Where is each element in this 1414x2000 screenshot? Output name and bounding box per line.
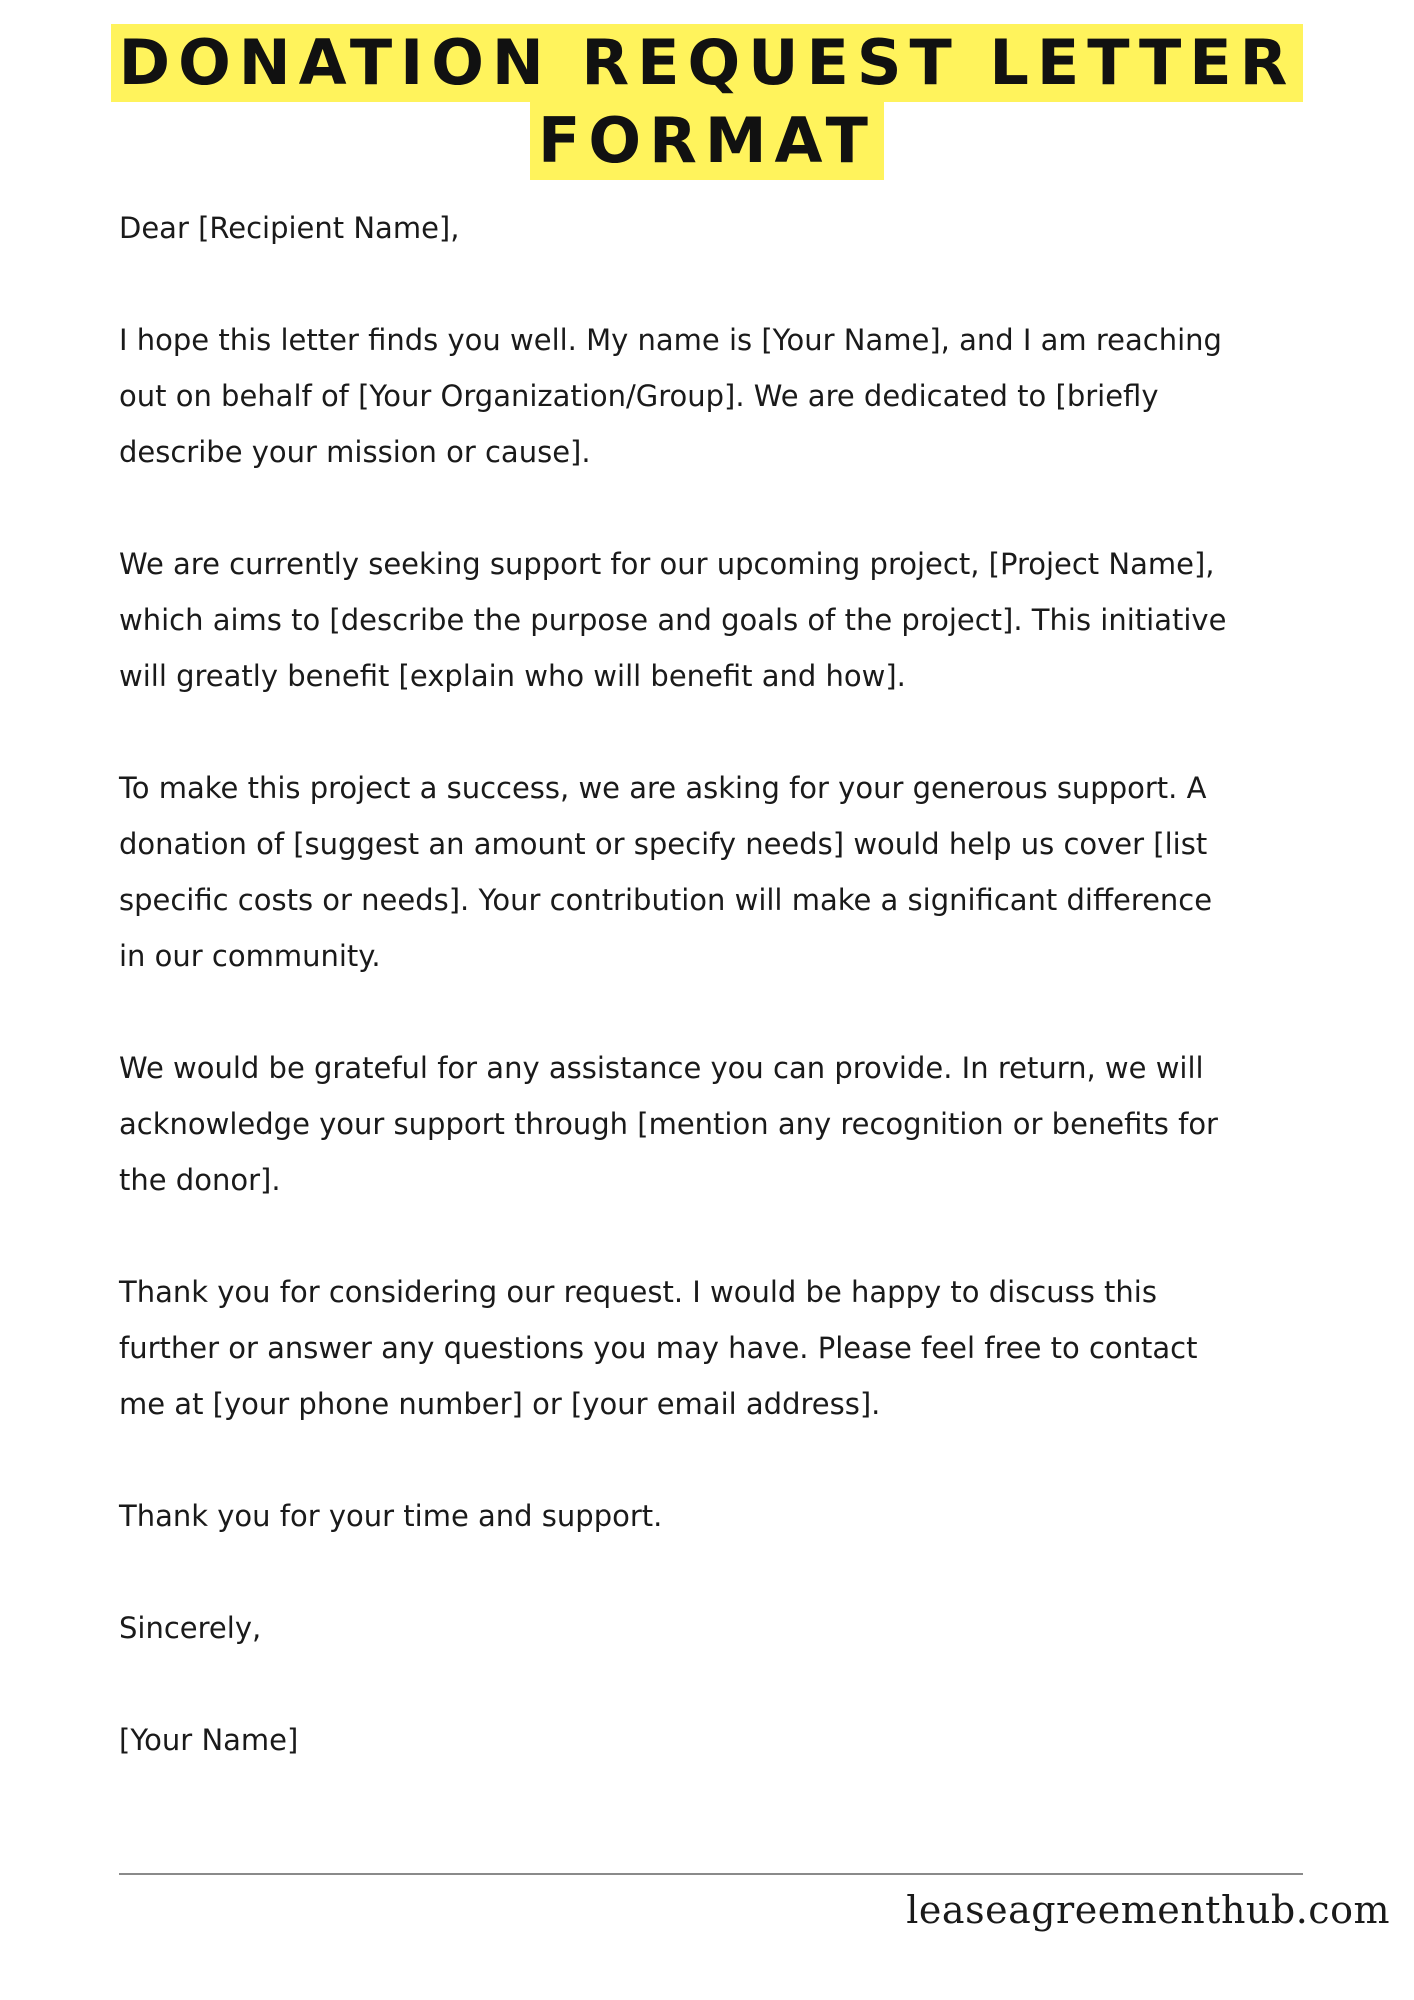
document-title bbox=[0, 24, 1414, 180]
paragraph-intro: I hope this letter finds you well. My name is [Your Name], and I am reaching out on behalf of [Your Organization/Group]. We are dedicated to [briefly describe your mission or cause]. bbox=[119, 323, 1222, 469]
paragraph-recognition: We would be grateful for any assistance you can provide. In return, we will acknowledge your support through [mention any recognition or benefits for the donor]. bbox=[119, 1051, 1218, 1197]
paragraph-request: To make this project a success, we are asking for your generous support. A donation of [suggest an amount or specify needs] would help us cover [list specific costs or needs]. Your contribution will make a significant difference in our community. bbox=[119, 771, 1213, 973]
paragraph-thanks: Thank you for your time and support. bbox=[119, 1499, 663, 1533]
title-line-2: FORMAT bbox=[530, 102, 884, 180]
footer-divider bbox=[119, 1873, 1303, 1875]
salutation: Dear [Recipient Name], bbox=[119, 211, 460, 245]
letter-body bbox=[119, 200, 1319, 1824]
signature: [Your Name] bbox=[119, 1723, 299, 1757]
paragraph-project: We are currently seeking support for our upcoming project, [Project Name], which aims to [describe the purpose and goals of the project]. This initiative will greatly benefit [explain who will benefit and how]. bbox=[119, 547, 1227, 693]
closing: Sincerely, bbox=[119, 1611, 262, 1645]
title-line-1: DONATION REQUEST LETTER bbox=[111, 24, 1304, 102]
footer-site-name: leaseagreementhub.com bbox=[906, 1888, 1390, 1932]
paragraph-contact: Thank you for considering our request. I would be happy to discuss this further or answer any questions you may have. Please feel free to contact me at [your phone number] or [your email address]. bbox=[119, 1275, 1198, 1421]
